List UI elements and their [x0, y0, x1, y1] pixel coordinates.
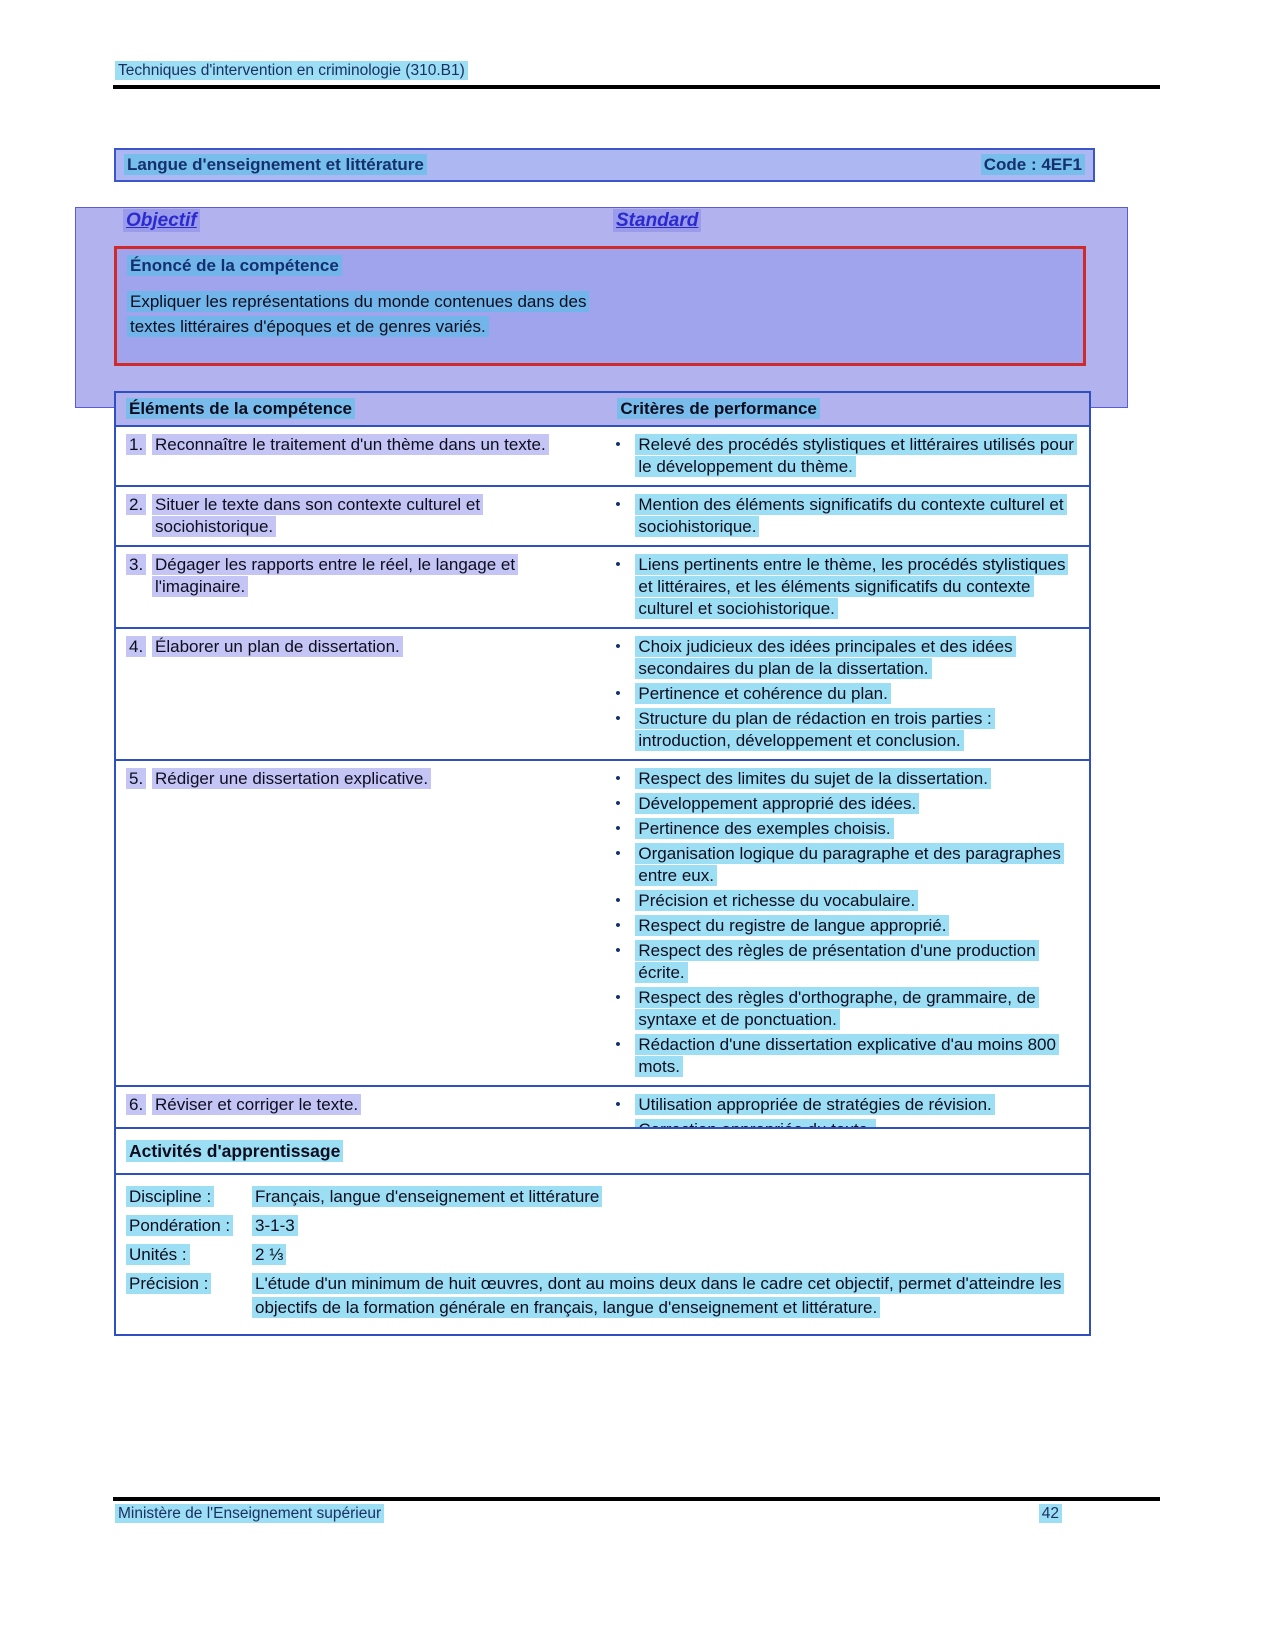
element-number: 6. — [126, 1094, 152, 1116]
column-header-criteria: Critères de performance — [607, 393, 1089, 425]
element-text: Réviser et corriger le texte. — [152, 1094, 361, 1116]
bullet-icon: • — [615, 795, 621, 812]
element-cell — [116, 547, 607, 627]
activity-label: Unités : — [126, 1243, 252, 1267]
element-number: 4. — [126, 636, 152, 658]
criterion-text: Relevé des procédés stylistiques et littéraires utilisés pour le développement du thème. — [635, 434, 1077, 477]
table-row — [116, 629, 1089, 761]
criterion-item — [611, 793, 1079, 815]
criterion-text: Mention des éléments significatifs du contexte culturel et sociohistorique. — [635, 494, 1066, 537]
element-number: 1. — [126, 434, 152, 456]
criterion-item — [611, 940, 1079, 984]
criterion-text: Respect des limites du sujet de la dissertation. — [635, 768, 991, 789]
activities-grid — [126, 1185, 1079, 1320]
bullet-icon: • — [615, 436, 621, 453]
criterion-item — [611, 1034, 1079, 1078]
criteria-cell — [607, 629, 1089, 759]
competence-table — [114, 391, 1091, 1150]
criterion-text: Pertinence des exemples choisis. — [635, 818, 893, 839]
header-rule — [113, 85, 1160, 89]
bullet-icon: • — [615, 770, 621, 787]
criterion-item — [611, 494, 1079, 538]
criterion-item — [611, 554, 1079, 620]
criterion-item — [611, 768, 1079, 790]
criterion-item — [611, 818, 1079, 840]
criterion-item — [611, 987, 1079, 1031]
criterion-text: Développement approprié des idées. — [635, 793, 919, 814]
activity-label: Discipline : — [126, 1185, 252, 1209]
competence-table-header — [116, 393, 1089, 427]
table-row — [116, 547, 1089, 629]
running-header — [115, 62, 468, 80]
element-number: 3. — [126, 554, 152, 576]
footer-page-number: 42 — [1039, 1505, 1062, 1523]
bullet-icon: • — [615, 820, 621, 837]
element-cell — [116, 487, 607, 545]
activity-label: Pondération : — [126, 1214, 252, 1238]
criterion-text: Précision et richesse du vocabulaire. — [635, 890, 918, 911]
criterion-text: Liens pertinents entre le thème, les procédés stylistiques et littéraires, et les éléments significatifs du contexte culturel et sociohistorique. — [635, 554, 1068, 619]
table-row — [116, 487, 1089, 547]
criterion-item — [611, 843, 1079, 887]
criterion-item — [611, 1094, 1079, 1116]
element-number: 2. — [126, 494, 152, 516]
column-header-elements: Éléments de la compétence — [116, 393, 607, 425]
bullet-icon: • — [615, 556, 621, 573]
activity-label: Précision : — [126, 1272, 252, 1320]
criteria-cell — [607, 547, 1089, 627]
criterion-item — [611, 683, 1079, 705]
footer-ministry: Ministère de l'Enseignement supérieur — [115, 1505, 384, 1523]
criterion-text: Utilisation appropriée de stratégies de révision. — [635, 1094, 994, 1115]
element-cell — [116, 761, 607, 1085]
activities-title: Activités d'apprentissage — [126, 1141, 1079, 1162]
criterion-text: Choix judicieux des idées principales et des idées secondaires du plan de la dissertation. — [635, 636, 1015, 679]
criterion-item — [611, 434, 1079, 478]
page-footer — [115, 1505, 1062, 1523]
activity-value: 3-1-3 — [252, 1214, 1077, 1238]
criterion-text: Pertinence et cohérence du plan. — [635, 683, 891, 704]
criterion-text: Rédaction d'une dissertation explicative d'au moins 800 mots. — [635, 1034, 1059, 1077]
bullet-icon: • — [615, 917, 621, 934]
criterion-item — [611, 915, 1079, 937]
criteria-cell — [607, 427, 1089, 485]
activities-divider — [116, 1173, 1089, 1175]
activity-value: L'étude d'un minimum de huit œuvres, dont au moins deux dans le cadre cet objectif, permet d'atteindre les objectifs de la formation générale en français, langue d'enseignement et littérature. — [252, 1272, 1077, 1320]
table-row — [116, 761, 1089, 1087]
bullet-icon: • — [615, 1036, 621, 1053]
criterion-item — [611, 708, 1079, 752]
element-cell — [116, 629, 607, 759]
bullet-icon: • — [615, 989, 621, 1006]
element-text: Situer le texte dans son contexte culturel et sociohistorique. — [152, 494, 582, 538]
criterion-item — [611, 636, 1079, 680]
learning-activities-box — [114, 1127, 1091, 1336]
competence-statement-title: Énoncé de la compétence — [127, 256, 1073, 276]
element-text: Dégager les rapports entre le réel, le langage et l'imaginaire. — [152, 554, 582, 598]
criteria-cell — [607, 487, 1089, 545]
bullet-icon: • — [615, 710, 621, 727]
element-text: Reconnaître le traitement d'un thème dans un texte. — [152, 434, 549, 456]
element-text: Élaborer un plan de dissertation. — [152, 636, 403, 658]
bullet-icon: • — [615, 845, 621, 862]
course-title: Langue d'enseignement et littérature — [124, 155, 427, 175]
objective-heading: Objectif — [123, 210, 200, 232]
activity-value: 2 ⅓ — [252, 1243, 1077, 1267]
element-number: 5. — [126, 768, 152, 790]
criterion-text: Respect des règles d'orthographe, de grammaire, de syntaxe et de ponctuation. — [635, 987, 1038, 1030]
criterion-text: Respect du registre de langue approprié. — [635, 915, 949, 936]
running-header-text: Techniques d'intervention en criminologie (310.B1) — [115, 61, 468, 80]
bullet-icon: • — [615, 942, 621, 959]
activity-value: Français, langue d'enseignement et littérature — [252, 1185, 1077, 1209]
bullet-icon: • — [615, 892, 621, 909]
bullet-icon: • — [615, 685, 621, 702]
competence-statement-box — [114, 246, 1086, 366]
criteria-cell — [607, 761, 1089, 1085]
standard-heading: Standard — [613, 210, 701, 232]
bullet-icon: • — [615, 638, 621, 655]
bullet-icon: • — [615, 1096, 621, 1113]
element-text: Rédiger une dissertation explicative. — [152, 768, 431, 790]
footer-rule — [113, 1497, 1160, 1501]
course-banner — [114, 148, 1095, 182]
criterion-item — [611, 890, 1079, 912]
bullet-icon: • — [615, 496, 621, 513]
criterion-text: Structure du plan de rédaction en trois parties : introduction, développement et conclusion. — [635, 708, 994, 751]
element-cell — [116, 427, 607, 485]
criterion-text: Respect des règles de présentation d'une production écrite. — [635, 940, 1038, 983]
table-row — [116, 427, 1089, 487]
criterion-text: Organisation logique du paragraphe et des paragraphes entre eux. — [635, 843, 1063, 886]
course-code: Code : 4EF1 — [981, 155, 1085, 175]
competence-statement-text: Expliquer les représentations du monde contenues dans des textes littéraires d'époques et de genres variés. — [127, 289, 589, 339]
